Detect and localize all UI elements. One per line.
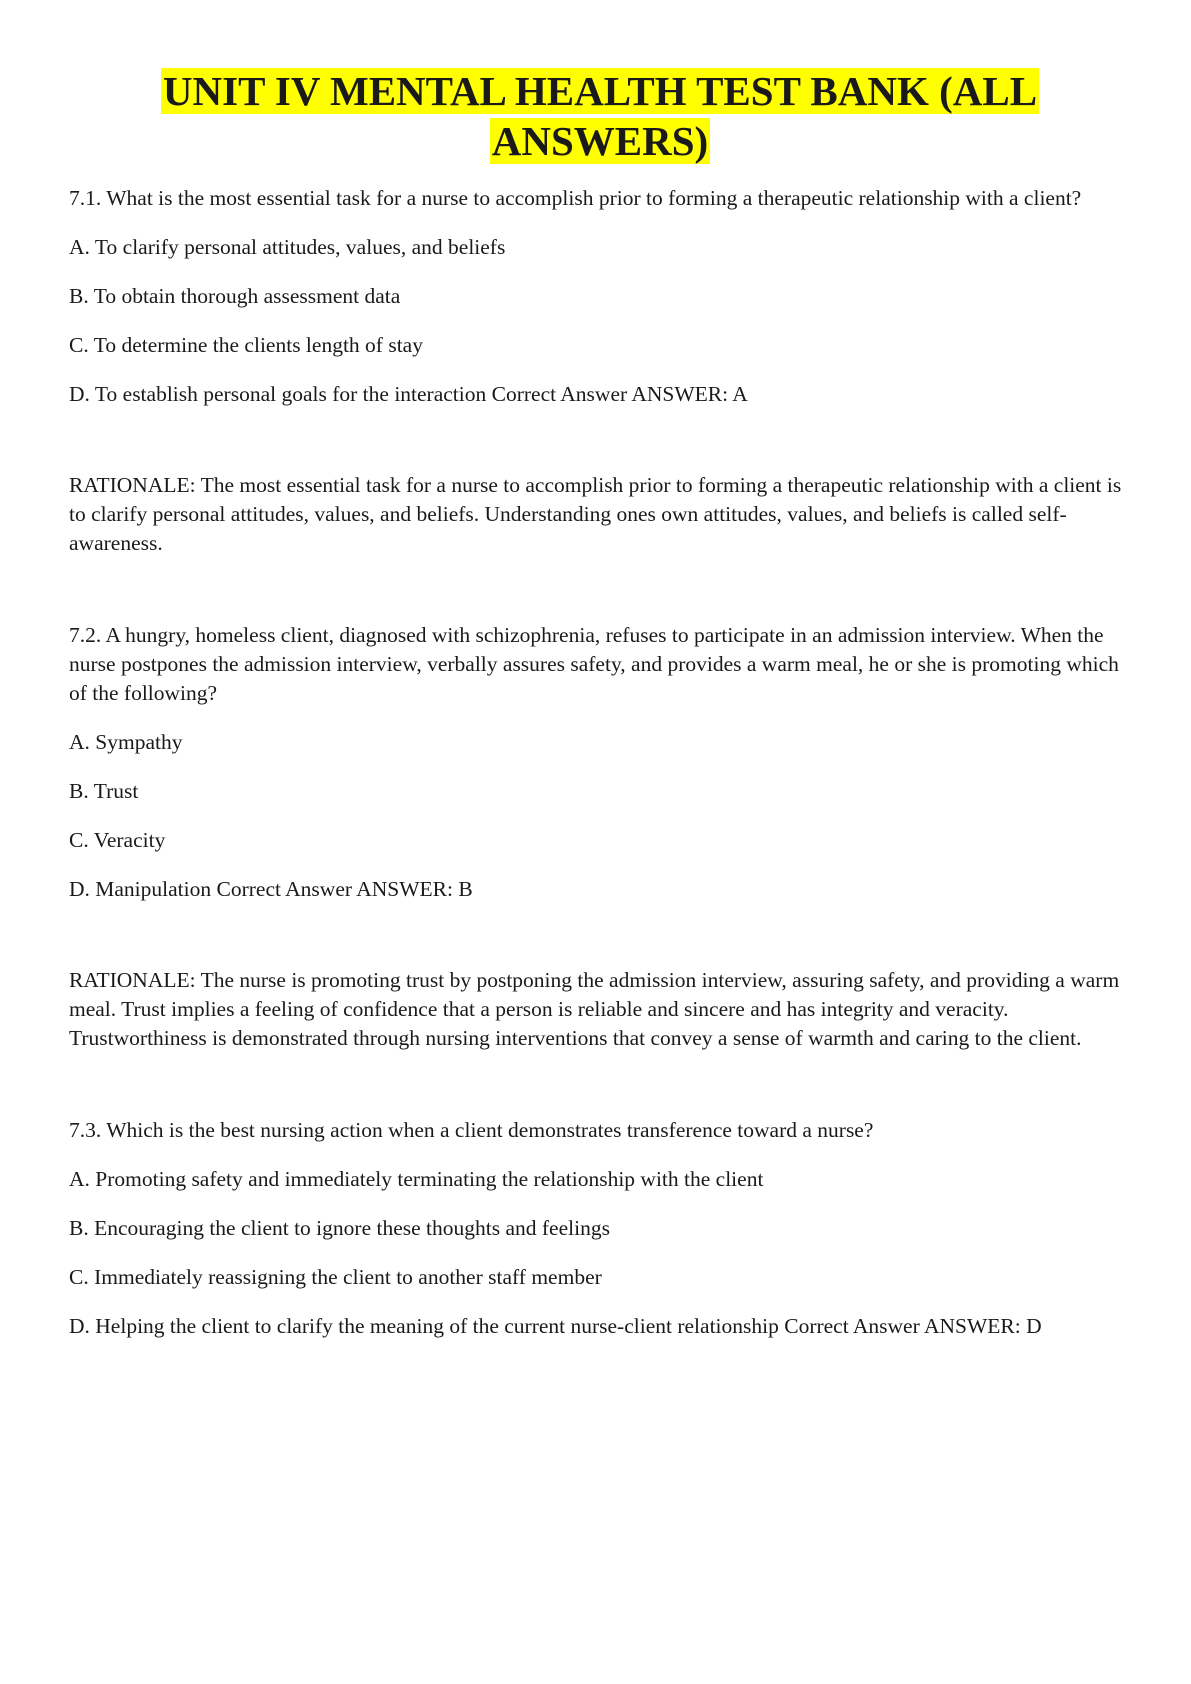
page-title xyxy=(120,66,1080,166)
answer-option: A. Sympathy xyxy=(69,730,183,754)
title-line-2: ANSWERS) xyxy=(491,118,709,164)
answer-option: A. To clarify personal attitudes, values, and beliefs xyxy=(69,235,506,259)
question-text: 7.2. A hungry, homeless client, diagnosed with schizophrenia, refuses to participate in an admission interview. When the nurse postpones the admission interview, verbally assures safety, and provides a warm meal, he or she is promoting which of the following? xyxy=(69,623,1119,705)
answer-option: C. Immediately reassigning the client to another staff member xyxy=(69,1265,602,1289)
answer-option: B. Trust xyxy=(69,779,139,803)
rationale-text: RATIONALE: The nurse is promoting trust by postponing the admission interview, assuring safety, and providing a warm meal. Trust implies a feeling of confidence that a person is reliable and sincere and has integrity and veracity. Trustworthiness is demonstrated through nursing interventions that convey a sense of warmth and caring to the client. xyxy=(69,968,1120,1050)
answer-option: B. Encouraging the client to ignore these thoughts and feelings xyxy=(69,1216,610,1240)
document-body xyxy=(69,184,1131,1341)
answer-option-with-answer: D. Helping the client to clarify the meaning of the current nurse-client relationship Correct Answer ANSWER: D xyxy=(69,1314,1042,1338)
title-line-1: UNIT IV MENTAL HEALTH TEST BANK (ALL xyxy=(162,68,1038,114)
answer-option: B. To obtain thorough assessment data xyxy=(69,284,401,308)
answer-option-with-answer: D. To establish personal goals for the interaction Correct Answer ANSWER: A xyxy=(69,382,748,406)
answer-option: C. To determine the clients length of stay xyxy=(69,333,423,357)
answer-option-with-answer: D. Manipulation Correct Answer ANSWER: B xyxy=(69,877,473,901)
answer-option: C. Veracity xyxy=(69,828,166,852)
question-text: 7.3. Which is the best nursing action when a client demonstrates transference toward a nurse? xyxy=(69,1118,874,1142)
question-text: 7.1. What is the most essential task for a nurse to accomplish prior to forming a therapeutic relationship with a client? xyxy=(69,186,1082,210)
rationale-text: RATIONALE: The most essential task for a nurse to accomplish prior to forming a therapeutic relationship with a client is to clarify personal attitudes, values, and beliefs. Understanding ones own attitudes, values, and beliefs is called self-awareness. xyxy=(69,473,1122,555)
answer-option: A. Promoting safety and immediately terminating the relationship with the client xyxy=(69,1167,764,1191)
